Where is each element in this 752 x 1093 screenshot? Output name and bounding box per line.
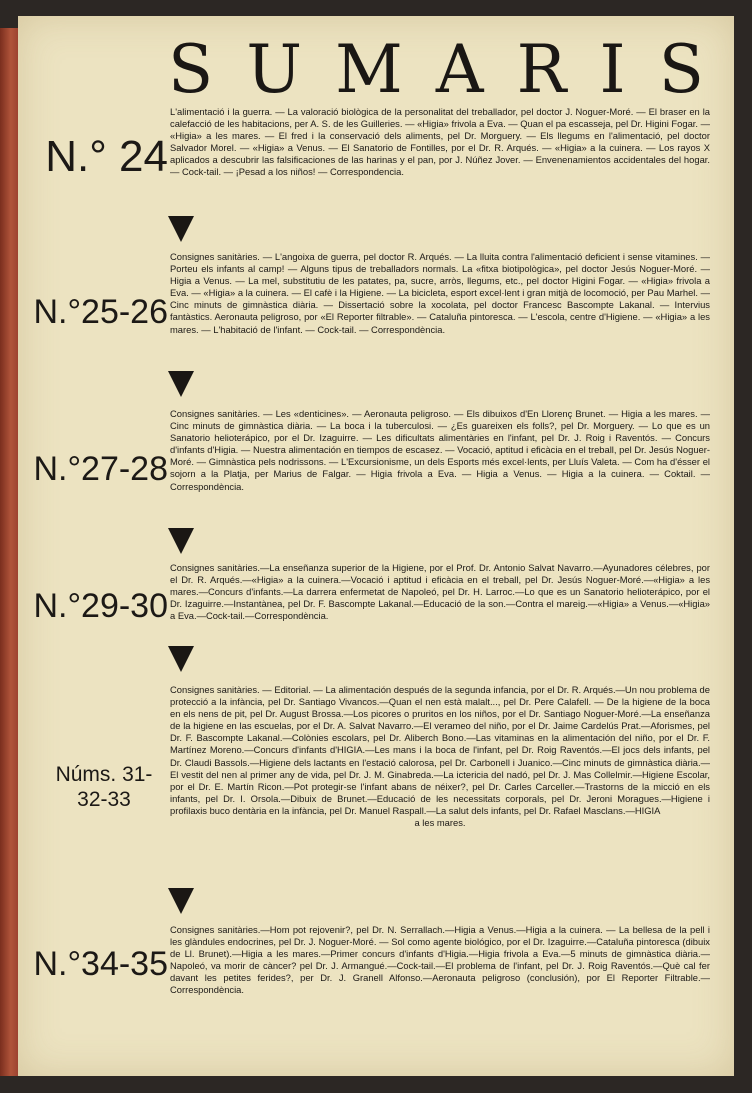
issue-number: Núms. 31-32-33 <box>55 763 153 811</box>
title-letter: A <box>435 31 488 108</box>
title-letter: U <box>246 31 306 108</box>
issue-number: N.°29-30 <box>33 587 168 625</box>
issue-number: N.°25-26 <box>33 293 168 331</box>
issue-contents-body: Consignes sanitàries. — Editorial. — La alimentación después de la segunda infancia, por el Dr. R. Arqués.—Un nou problema de protecció a la infància, pel Dr. Santiago Vivancos.—Quan el nen està malalt..., pel Dr. Pere Calafell. — De la higiene de la boca en els nens de pit, pel Dr. August Brossa.—Los picores o pruritos en los niños, por el Dr. Santiago Noguer-Moré.—La enseñanza de la higiene en las escuelas, por el Dr. A. Salvat Navarro.—El verameo del niño, por el Dr. Jaime Cardelús Prat.—Aforismes, pel Dr. F. Bascompte Lakanal.—Colònies escolars, pel Dr. Aliberch Bono.—Las vitaminas en la alimentación del niño, por el Dr. F. Martínez Moreno.—Concurs d'infants d'HIGIA.—Les mans i la boca de l'infant, pel Dr. Roig Raventós.—El jocs dels infants, pel Dr. Claudi Bassols.—Higiene dels lactants en l'estació calorosa, pel Dr. Carbonell i Juanico.—Cinc minuts de gimnàstica diària.—El vestit del nen al primer any de vida, pel Dr. J. M. Ginabreda.—La ictericia del nadó, pel Dr. J. Mas Collelmir.—Higiene Escolar, por el Dr. E. Martín Ricon.—Pot protegir-se l'infant abans de néixer?, pel Dr. Carles Carceller.—Trastorns de la micció en els infants, pel Dr. I. Orsola.—Dibuix de Brunet.—Educació de les necessitats corporals, pel Dr. Jeroni Moragues.—Higiene i profilaxis buco dentària en la infància, pel Dr. Manuel Raspall.—La salut dels infants, pel Dr. Rafael Masclans.—HIGIA <box>170 684 710 816</box>
issue-contents-end: a les mares. <box>414 817 466 829</box>
book-spine-edge <box>0 28 18 1076</box>
issue-contents: L'alimentació i la guerra. — La valoració biològica de la personalitat del treballador, pel doctor J. Noguer-Moré. — El braser en la calefacció de les habitacions, per A. S. de les Guilleries. — «Higia» frivola a Eva. — Quan el pa escasseja, pel Dr. Higini Fogar. — «Higia» a les mares. — El fred i la conservació dels aliments, pel Dr. Morguery. — Els llegums en l'alimentació, pel doctor Salvador Morel. — «Higia» a Venus. — El Sanatorio de Fontilles, por el Dr. R. Arqués. — «Higia» a la cuinera. — Los rayos X aplicados a descubrir las falsificaciones de las harinas y el pan, por J. Núñez Jover. — Envenenamientos accidentales del hogar. — Cock-tail. — ¡Pesad a los niños! — Correspondencia. <box>170 106 710 178</box>
issue-number: N.° 24 <box>45 132 168 181</box>
issue-number: N.°27-28 <box>33 450 168 488</box>
title-letter: I <box>599 31 630 108</box>
issue-contents: Consignes sanitàries. — Les «denticines». — Aeronauta peligroso. — Els dibuixos d'En Llorenç Brunet. — Higia a les mares. — Cinc minuts de gimnàstica diària. — La boca i la tuberculosi. — ¿Es guareixen els folls?, pel Dr. Morguery. — Lo que es un Sanatorio helioterápico, por el Dr. Izaguirre. — Les dificultats alimentàries en l'infant, pel Dr. J. Roig i Raventós. — Concurs d'infants d'Higia. — Nuestra alimentación en tiempos de escasez. — Vocació, aptitud i eficàcia en el treball, pel Dr. Jesús Noguer-Moré. — Gimnàstica pels nodrissons. — L'Excursionisme, un dels Esports més excel·lents, per Lluís Valeta. — Com ha d'ésser el sojorn a la Platja, per Marius de Falgar. — Higia frivola a Eva. — Higia a Venus. — Higia a la cuinera. — Coktail. — Correspondència. <box>170 408 710 492</box>
issue-contents: Consignes sanitàries. — L'angoixa de guerra, pel doctor R. Arqués. — La lluita contra l'alimentació deficient i sense vitamines. — Porteu els infants al camp! — Alguns tipus de treballadors normals. La «fitxa biotipològica», pel doctor Jesús Noguer-Moré. — Higia a Venus. — La mel, substitutiu de les patates, pa, sucre, arròs, llegums, etc., pel doctor Higini Fogar. — «Higia» frivola a Eva. — «Higia» a la cuinera. — El cafè i la Higiene. — La bicicleta, esport excel·lent i gran mitjà de locomoció, per Pau Marhel. — Cinc minuts de gimnàstica diària. — Dissertació sobre la xocolata, pel doctor Francesc Bascompte Lakanal. — Intervius fantàstics. Aeronauta peligroso, por «El Reporter filtrable». — Cataluña pintoresca. — L'escola, centre d'Higiene. — «Higia» a les mares. — L'habitació de l'infant. — Cock-tail. — Correspondència. <box>170 251 710 335</box>
title-letter: M <box>335 31 407 108</box>
triangle-divider-icon <box>168 216 194 242</box>
page <box>18 16 734 1076</box>
triangle-divider-icon <box>168 371 194 397</box>
triangle-divider-icon <box>168 888 194 914</box>
issue-number: N.°34-35 <box>33 945 168 983</box>
issue-contents: Consignes sanitàries.—La enseñanza superior de la Higiene, por el Prof. Dr. Antonio Salvat Navarro.—Ayunadores célebres, por el Dr. R. Arqués.—«Higia» a la cuinera.—Vocació i aptitud i eficàcia en el treball, pel Dr. Jesús Noguer-Moré.—«Higia» a les mares.—Concurs d'infants.—La darrera enfermetat de Napoleó, pel Dr. H. Larroc.—Lo que es un Sanatorio helioterápico, por el Dr. Izaguirre.—Instantànea, pel Dr. F. Bascompte Lakanal.—Educació de la son.—Contra el mareig.—«Higia» a Venus.—«Higia» a Eva.—Cock-tail.—Correspondència. <box>170 562 710 622</box>
title-letter: R <box>516 31 571 108</box>
issue-contents <box>170 684 710 829</box>
title-letter: S <box>168 31 218 108</box>
page-title <box>168 30 708 110</box>
triangle-divider-icon <box>168 528 194 554</box>
triangle-divider-icon <box>168 646 194 672</box>
issue-contents: Consignes sanitàries.—Hom pot rejovenir?, pel Dr. N. Serrallach.—Higia a Venus.—Higia a la cuinera. — La bellesa de la pell i les glàndules endocrines, pel Dr. J. Noguer-Moré. — Sol como agente biológico, por el Dr. Izaguirre.—Cataluña pintoresca (dibuix de Ll. Brunet).—Higia a les mares.—Primer concurs d'infants d'Higia.—Higia frivola a Eva.—5 minuts de gimnàstica diària.—Napoleó, va morir de càncer? pel Dr. J. Armangué.—Cock-tail.—El problema de l'infant, pel Dr. J. Roig Raventós.—Què cal fer davant les petites ferides?, per Dr. J. Granell Alfonso.—Aeronauta peligroso (conclusión), por El Reporter Filtrable.—Correspondència. <box>170 924 710 996</box>
title-letter: S <box>658 31 708 108</box>
